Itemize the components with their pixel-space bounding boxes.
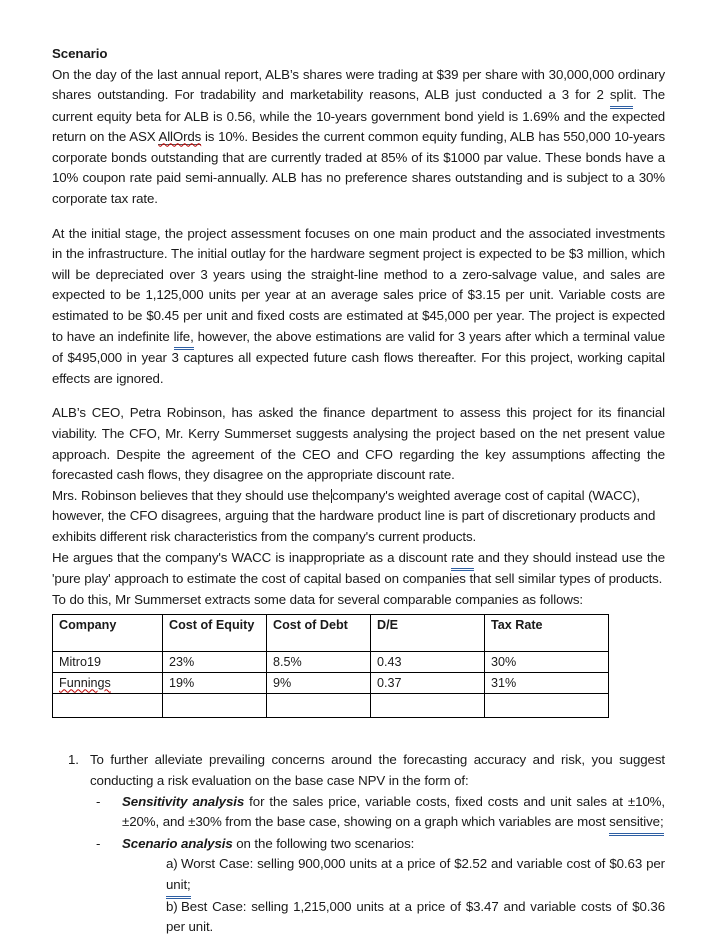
grammar-flag-unit[interactable]: unit; [166,875,191,897]
para1-segment-1: On the day of the last annual report, ALB’s shares were trading at $39 per share with 30,000,000 ordinary shares outstanding. For tradability and marketability reasons, ALB just conducted a 3 for 2 [52,66,665,103]
para2-segment-1: At the initial stage, the project assessment focuses on one main product and the associated investments in the infrastructure. The initial outlay for the hardware segment project is expected to be $3 million, which will be depreciated over 3 years using the straight-line method to a zero-salvage value, and sales are expected to be 1,125,000 units per year at an average sales price of $3.15 per unit. Variable costs are estimated to be $0.45 per unit and fixed costs are estimated at $45,000 per year. The project is expected to have an indefinite [52,225,665,344]
table-row [53,694,609,718]
paragraph-pure-play [52,548,665,590]
paragraph-ceo-cfo: ALB’s CEO, Petra Robinson, has asked the finance department to assess this project for its financial viability. The CFO, Mr. Kerry Summerset suggests analysing the project based on the net present value approach. Despite the agreement of the CEO and CFO regarding the key assumptions affecting the forecasted cash flows, they disagree on the appropriate discount rate. [52,405,665,483]
para4-segment-1: Mrs. Robinson believes that they should use the [52,487,331,503]
table-header [53,615,609,652]
table-row [53,652,609,673]
table-cell-cost-of-equity: 19% [163,673,267,694]
table-header-company: Company [53,615,163,652]
scenario-analysis-label: Scenario analysis [122,835,233,851]
paragraph-wacc-debate [52,486,665,548]
grammar-flag-sensitive[interactable]: sensitive; [609,812,663,834]
para2-segment-2: however, the above estimations are valid for 3 years after which a terminal value of $495,000 in year 3 captures all expected future cash flows thereafter. For this project, working capital effects are ignored. [52,328,665,386]
paragraph-project-details [52,224,665,390]
list-item [90,834,665,938]
para5-segment-1: He argues that the company's WACC is inappropriate as a discount [52,549,452,565]
table-header-de: D/E [371,615,485,652]
spellcheck-flag-allords[interactable]: AllOrds [158,129,202,145]
paragraph-comparable-intro: To do this, Mr Summerset extracts some data for several comparable companies as follows: [52,591,583,607]
table-cell-cost-of-debt: 9% [267,673,371,694]
table-header-row [53,615,609,652]
sensitivity-analysis-label: Sensitivity analysis [122,793,245,809]
table-cell-de: 0.37 [371,673,485,694]
paragraph-spacer [52,210,665,224]
list-item [52,750,665,937]
list-spacer [52,734,665,750]
grammar-flag-split[interactable]: split [610,85,633,107]
sub-item-label: b) [166,898,178,914]
sensitivity-text: for the sales price, variable costs, fixed costs and unit sales at ±10%, ±20%, and ±30% from the base case, showing on a graph which variables are most [122,793,665,830]
sub-item-label: a) [166,856,178,872]
para5-segment-2: and they should instead use the 'pure play' approach to estimate the cost of capital based on companies that sell similar types of products. [52,549,666,587]
scenario-worst-case [122,854,665,896]
table-cell-de: 0.43 [371,652,485,673]
question-text: To further alleviate prevailing concerns around the forecasting accuracy and risk, you suggest conducting a risk evaluation on the base case NPV in the form of: [90,752,665,788]
table-cell-cost-of-equity: 23% [163,652,267,673]
company-label: Mitro19 [59,655,101,670]
table-cell-tax-rate: 30% [485,652,609,673]
table-cell-tax-rate [485,694,609,718]
list-number: 1. [68,752,79,768]
list-item [90,792,665,834]
table-cell-cost-of-equity [163,694,267,718]
best-case-text: Best Case: selling 1,215,000 units at a price of $3.47 and variable costs of $0.36 per unit. [166,898,665,935]
table-cell-cost-of-debt [267,694,371,718]
table-cell-company-name [53,652,163,673]
para1-segment-3: is 10%. Besides the current common equity funding, ALB has 550,000 10-years corporate bonds outstanding that are currently traded at 85% of its $1000 par value. These bonds have a 10% coupon rate paid semi-annually. ALB has no preference shares outstanding and is subject to a 30% corporate tax rate. [52,129,665,207]
table-cell-de [371,694,485,718]
table-header-cost-of-equity: Cost of Equity [163,615,267,652]
dash-bullet-icon: - [96,835,101,851]
spellcheck-flag-funnings[interactable]: Funnings [59,676,111,691]
table-cell-company-name [53,694,163,718]
para1-segment-2: . The current equity beta for ALB is 0.56, while the 10-years government bond yield is 1.69% and the expected return on the ASX [52,87,665,145]
grammar-flag-rate[interactable]: rate [451,548,473,570]
paragraph-spacer [52,389,665,403]
paragraph-scenario-1 [52,65,665,210]
table-header-tax-rate: Tax Rate [485,615,609,652]
para4-segment-2: company's weighted average cost of capital (WACC), however, the CFO disagrees, arguing that the hardware product line is part of discretionary products and exhibits different risk characteristics from the company's current products. [52,487,656,544]
questions-list [52,750,665,937]
table-row [53,673,609,694]
scenario-best-case [122,897,665,938]
grammar-flag-life[interactable]: life, [174,327,194,349]
scenario-text: on the following two scenarios: [232,835,415,851]
dash-bullet-icon: - [96,793,101,809]
table-cell-company-name [53,673,163,694]
page-title: Scenario [52,46,108,61]
comparable-companies-table [52,614,609,718]
table-header-cost-of-debt: Cost of Debt [267,615,371,652]
list-spacer [52,718,665,734]
table-cell-cost-of-debt: 8.5% [267,652,371,673]
sub-bullet-list [90,792,665,938]
table-cell-tax-rate: 31% [485,673,609,694]
table-body [53,652,609,718]
worst-case-text: Worst Case: selling 900,000 units at a price of $2.52 and variable cost of $0.63 per [181,856,665,872]
